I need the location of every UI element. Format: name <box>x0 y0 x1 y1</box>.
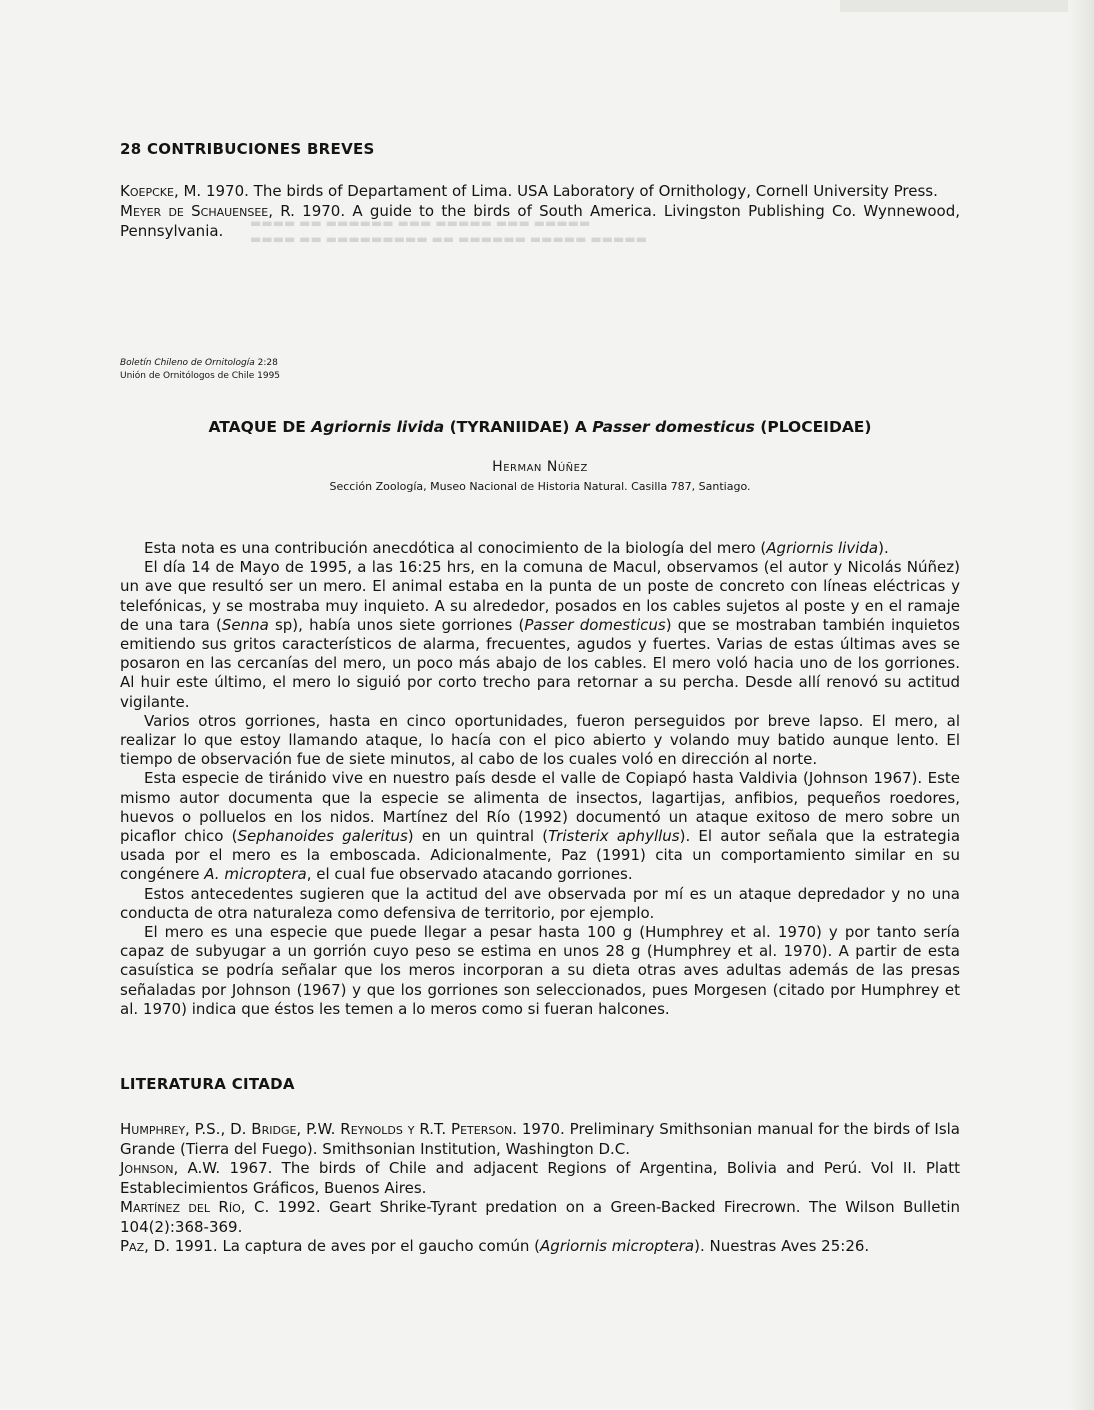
reference-author: Johnson <box>120 1159 174 1177</box>
journal-masthead <box>120 357 280 383</box>
scan-page-edge <box>1068 0 1094 1410</box>
bleed-through-texture: ▬▬▬▬ ▬▬ ▬▬▬▬▬▬ ▬▬▬ ▬▬▬▬▬ ▬▬▬ ▬▬▬▬▬ ▬▬▬▬ ▬▬ ▬▬▬▬▬▬▬▬▬ ▬▬ ▬▬▬▬▬▬ ▬▬▬▬▬ ▬▬▬▬▬ <box>250 216 648 246</box>
literature-heading: LITERATURA CITADA <box>120 1075 295 1093</box>
literature-list <box>120 1120 960 1257</box>
reference-entry <box>120 181 960 201</box>
article-title: ATAQUE DE Agriornis livida (TYRANIIDAE) A Passer domesticus (PLOCEIDAE) <box>208 418 872 436</box>
reference-text: , A.W. 1967. The birds of Chile and adjacent Regions of Argentina, Bolivia and Perú. Vol II. Platt Establecimientos Gráficos, Buenos Aires. <box>120 1159 960 1197</box>
article-author: Herman Núñez <box>492 459 588 475</box>
reference-author: Koepcke <box>120 182 174 200</box>
body-paragraph: Varios otros gorriones, hasta en cinco oportunidades, fueron perseguidos por breve lapso. El mero, al realizar lo que estoy llamando ataque, lo hacía con el pico abierto y volando muy batido aunque lento. El tiempo de observación fue de siete minutos, al cabo de los cuales voló en dirección al norte. <box>120 711 960 769</box>
scan-top-strip <box>840 0 1094 12</box>
body-paragraph: El día 14 de Mayo de 1995, a las 16:25 hrs, en la comuna de Macul, observamos (el autor y Nicolás Núñez) un ave que resultó ser un mero. El animal estaba en la punta de un poste de concreto con líneas eléctricas y telefónicas, y se mostraba muy inquieto. A su alrededor, posados en los cables sujetos al poste y en el ramaje de una tara (Senna sp), había unos siete gorriones (Passer domesticus) que se mostraban también inquietos emitiendo sus gritos característicos de alarma, frecuentes, agudos y fuertes. Varias de estas últimas aves se posaron en las cercanías del mero, un poco más abajo de los cables. El mero voló hacia uno de los gorriones. Al huir este último, el mero lo siguió por corto trecho para retornar a su percha. Desde allí renovó su actitud vigilante. <box>120 558 960 711</box>
article-body <box>120 539 960 1019</box>
reference-text: . 1970. Preliminary Smithsonian manual for the birds of Isla Grande (Tierra del Fuego). Smithsonian Institution, Washington D.C. <box>120 1120 960 1158</box>
reference-entry <box>120 1120 960 1159</box>
reference-author: Martínez del Río <box>120 1198 241 1216</box>
reference-text: , C. 1992. Geart Shrike-Tyrant predation on a Green-Backed Firecrown. The Wilson Bulletin 104(2):368-369. <box>120 1198 960 1236</box>
reference-text: , M. 1970. The birds of Departament of Lima. USA Laboratory of Ornithology, Cornell University Press. <box>173 182 938 200</box>
journal-name: Boletín Chileno de Ornitología <box>120 358 255 368</box>
reference-author: Humphrey, P.S., D. Bridge, P.W. Reynolds y R.T. Peterson <box>120 1120 513 1138</box>
body-paragraph: Estos antecedentes sugieren que la actitud del ave observada por mí es un ataque depredador y no una conducta de otra naturaleza como defensiva de territorio, por ejemplo. <box>120 884 960 922</box>
body-paragraph: Esta nota es una contribución anecdótica al conocimiento de la biología del mero (Agriornis livida). <box>144 539 889 557</box>
author-affiliation: Sección Zoología, Museo Nacional de Historia Natural. Casilla 787, Santiago. <box>329 480 751 493</box>
reference-author: Meyer de Schauensee <box>120 202 269 220</box>
journal-publisher: Unión de Ornitólogos de Chile 1995 <box>120 371 281 381</box>
reference-entry: Paz, D. 1991. La captura de aves por el gaucho común (Agriornis microptera). Nuestras Aves 25:26. <box>120 1237 870 1255</box>
previous-article-references <box>120 181 960 241</box>
journal-issue: 2:28 <box>254 358 278 368</box>
running-head: 28 CONTRIBUCIONES BREVES <box>120 140 375 158</box>
reference-entry <box>120 1159 960 1198</box>
reference-author: Paz <box>120 1237 145 1255</box>
reference-text: , R. 1970. A guide to the birds of South America. Livingston Publishing Co. Wynnewood, Pennsylvania. <box>120 202 960 240</box>
reference-entry <box>120 1198 960 1237</box>
body-paragraph: El mero es una especie que puede llegar a pesar hasta 100 g (Humphrey et al. 1970) y por tanto sería capaz de subyugar a un gorrión cuyo peso se estima en unos 28 g (Humphrey et al. 1970). A partir de esta casuística se podría señalar que los meros incorporan a su dieta otras aves adultas además de las presas señaladas por Johnson (1967) y que los gorriones son seleccionados, pues Morgesen (citado por Humphrey et al. 1970) indica que éstos les temen a lo meros como si fueran halcones. <box>120 923 960 1018</box>
reference-entry <box>120 201 960 241</box>
body-paragraph: Esta especie de tiránido vive en nuestro país desde el valle de Copiapó hasta Valdivia (Johnson 1967). Este mismo autor documenta que la especie se alimenta de insectos, lagartijas, anfibios, pequeños roedores, huevos o polluelos en los nidos. Martínez del Río (1992) documentó un ataque exitoso de mero sobre un picaflor chico (Sephanoides galeritus) en un quintral (Tristerix aphyllus). El autor señala que la estrategia usada por el mero es la emboscada. Adicionalmente, Paz (1991) cita un comportamiento similar en su congénere A. microptera, el cual fue observado atacando gorriones. <box>120 769 961 884</box>
